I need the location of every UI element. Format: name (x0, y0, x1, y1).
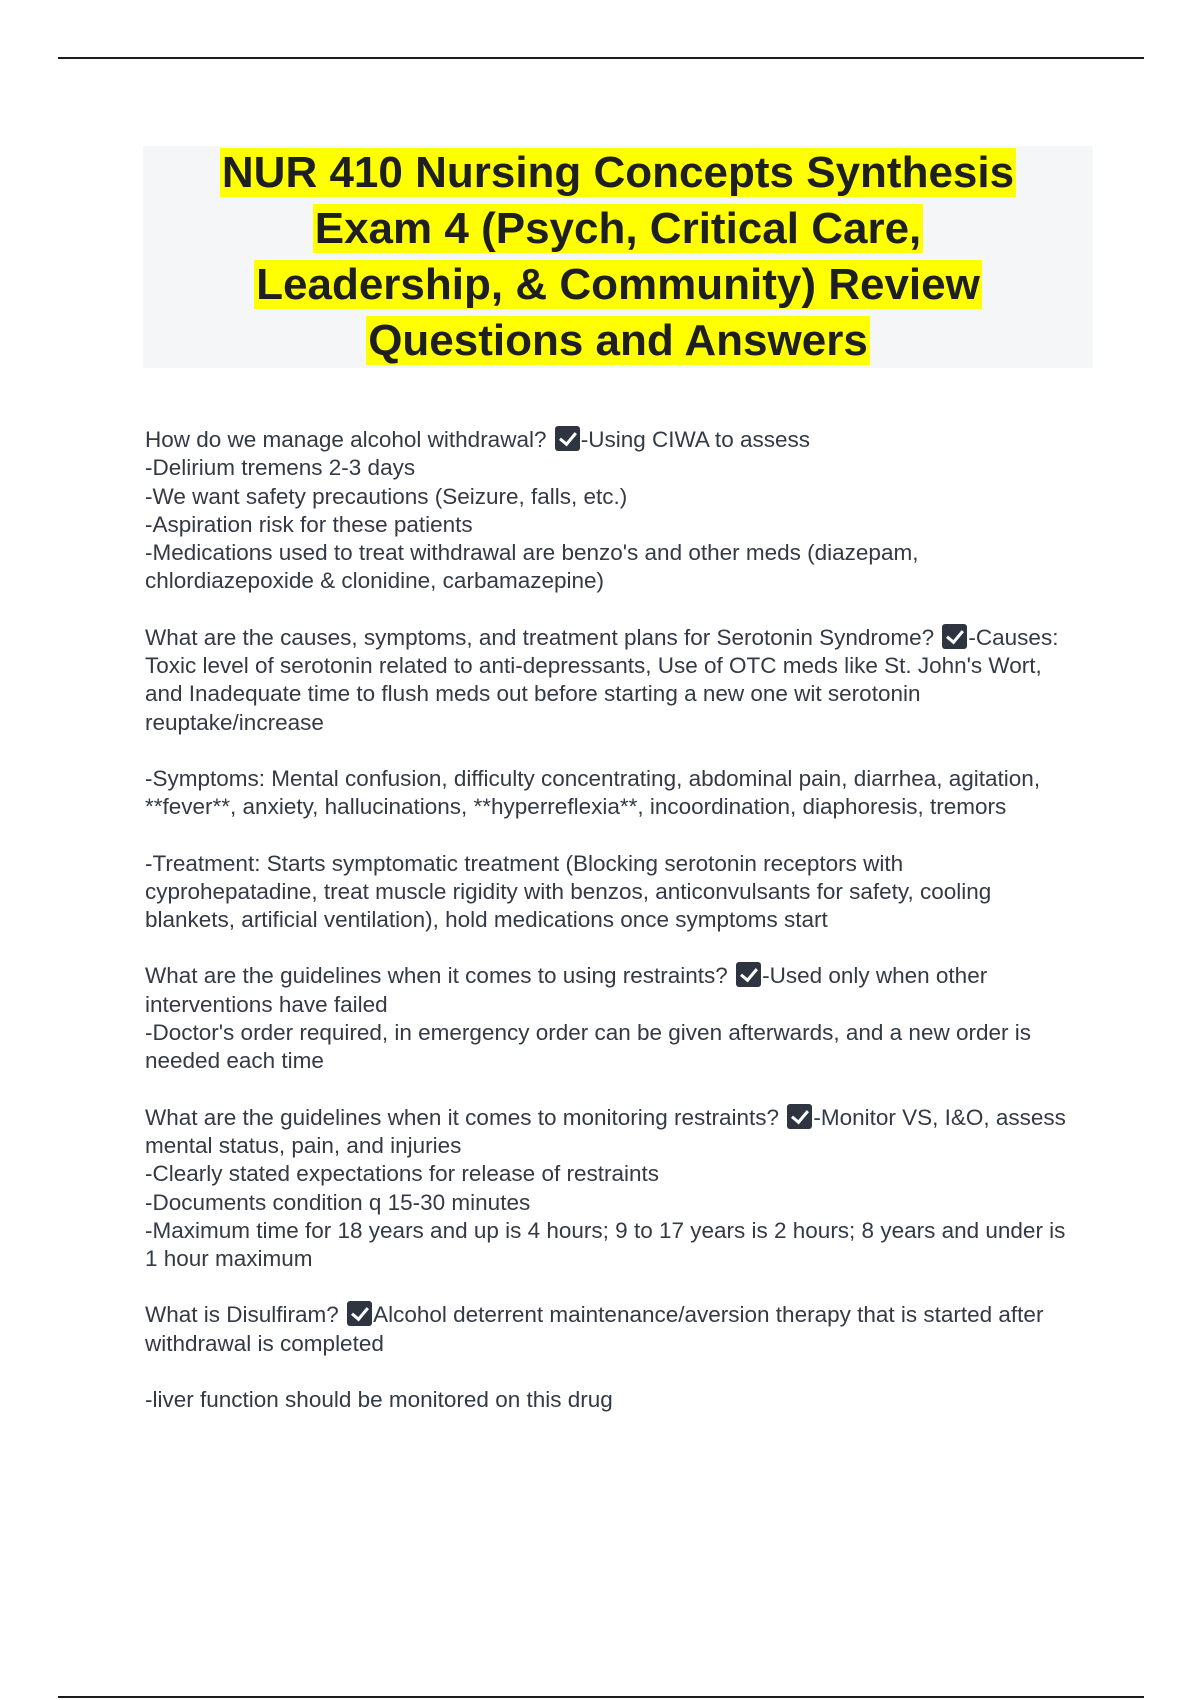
question-text: What are the guidelines when it comes to monitoring restraints? (145, 1104, 780, 1130)
qa-first-line (145, 962, 1080, 1019)
qa-first-line (145, 624, 1080, 737)
answer-text: -Causes: Toxic level of serotonin related to anti-depressants, Use of OTC meds like St. John's Wort, and Inadequate time to flush meds out before starting a new one wit serotonin reuptake/increase (145, 624, 1059, 735)
bottom-rule (58, 1696, 1144, 1698)
checkbox-checked-icon (787, 1104, 812, 1129)
checkbox-checked-icon (736, 962, 761, 987)
answer-line: -Documents condition q 15-30 minutes (145, 1189, 531, 1215)
answer-line: -Delirium tremens 2-3 days (145, 455, 416, 481)
qa-first-line (145, 1104, 1080, 1161)
document-title-line: NUR 410 Nursing Concepts Synthesis (221, 148, 1015, 197)
checkbox-checked-icon (555, 426, 580, 451)
answer-line: -Symptoms: Mental confusion, difficulty concentrating, abdominal pain, diarrhea, agitation, **fever**, anxiety, hallucinations, **hyperreflexia**, incoordination, diaphoresis, tremors (145, 765, 1047, 820)
answer-line: -Aspiration risk for these patients (145, 511, 473, 537)
question-text: What are the guidelines when it comes to using restraints? (145, 963, 728, 989)
answer-paragraph (145, 1386, 1080, 1414)
document-title-line: Exam 4 (Psych, Critical Care, (314, 204, 922, 253)
qa-content (145, 426, 1080, 1442)
answer-text: -Used only when other interventions have failed (145, 963, 988, 1017)
question-text: What are the causes, symptoms, and treatment plans for Serotonin Syndrome? (145, 624, 935, 650)
answer-line: -Clearly stated expectations for release of restraints (145, 1161, 659, 1187)
top-rule (58, 57, 1144, 59)
qa-item (145, 1301, 1080, 1358)
qa-item (145, 624, 1080, 737)
answer-text: Alcohol deterrent maintenance/aversion therapy that is started after withdrawal is completed (145, 1302, 1044, 1356)
document-title-line: Leadership, & Community) Review (256, 260, 980, 309)
question-text: What is Disulfiram? (145, 1302, 339, 1328)
answer-paragraph (145, 765, 1080, 822)
checkbox-checked-icon (347, 1301, 372, 1326)
question-text: How do we manage alcohol withdrawal? (145, 427, 547, 452)
answer-text: -Using CIWA to assess (580, 427, 810, 452)
answer-line: -liver function should be monitored on this drug (145, 1387, 613, 1413)
qa-first-line (145, 1301, 1080, 1358)
qa-first-line (145, 426, 1080, 454)
qa-item (145, 1104, 1080, 1274)
answer-line: -Medications used to treat withdrawal are benzo's and other meds (diazepam, chlordiazepoxide & clonidine, carbamazepine) (145, 540, 925, 594)
document-title (158, 145, 1078, 369)
answer-line: -We want safety precautions (Seizure, falls, etc.) (145, 483, 628, 509)
qa-item (145, 426, 1080, 596)
qa-item (145, 962, 1080, 1075)
checkbox-checked-icon (942, 624, 967, 649)
document-title-line: Questions and Answers (368, 316, 868, 365)
answer-line: -Doctor's order required, in emergency order can be given afterwards, and a new order is needed each time (145, 1020, 1038, 1074)
title-banner (143, 146, 1093, 368)
answer-text: -Monitor VS, I&O, assess mental status, pain, and injuries (145, 1104, 1066, 1158)
answer-line: -Treatment: Starts symptomatic treatment (Blocking serotonin receptors with cyprohepatadine, treat muscle rigidity with benzos, anticonvulsants for safety, cooling blankets, artificial ventilation), hold medications once symptoms start (145, 850, 998, 933)
answer-paragraph (145, 850, 1080, 935)
answer-line: -Maximum time for 18 years and up is 4 hours; 9 to 17 years is 2 hours; 8 years and under is 1 hour maximum (145, 1217, 1072, 1272)
